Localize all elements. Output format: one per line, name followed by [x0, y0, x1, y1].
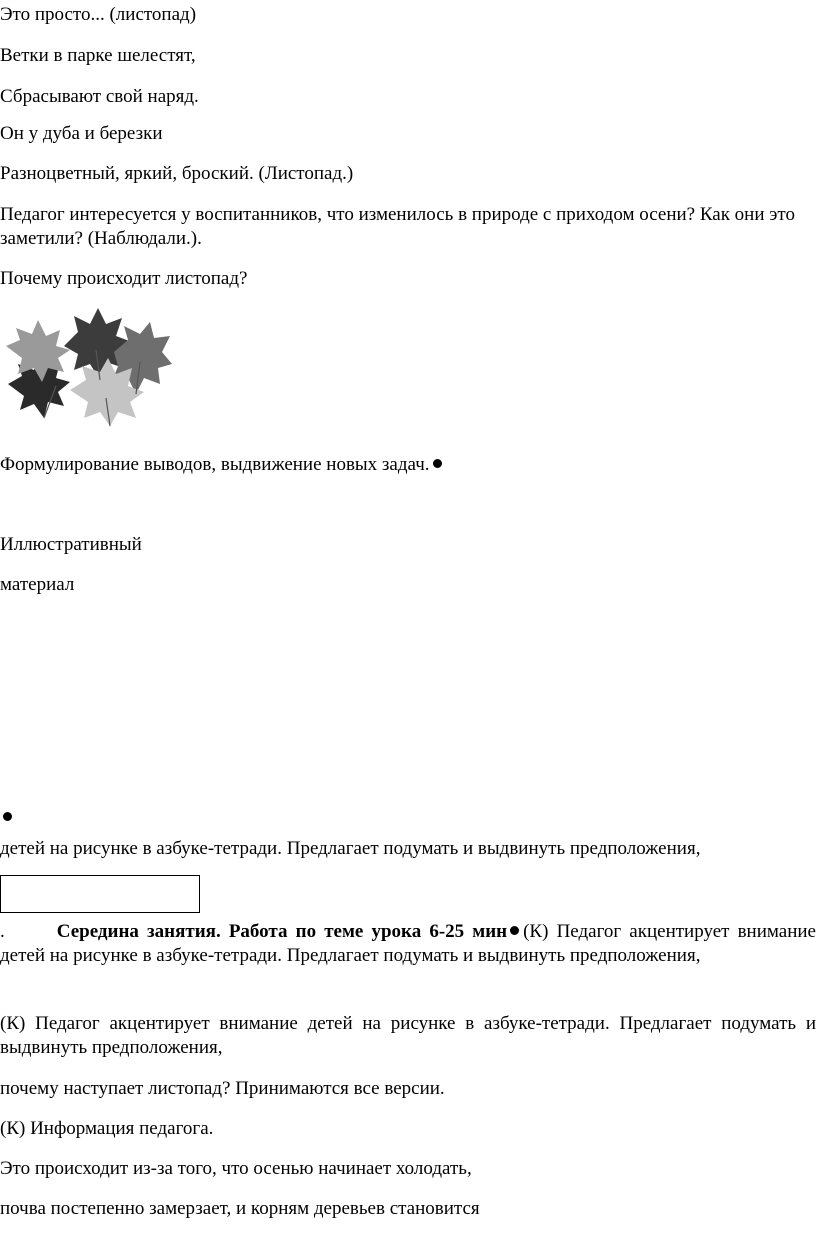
poem-line-2: Сбрасывают свой наряд. — [0, 86, 199, 107]
teacher-focus-paragraph: (К) Педагог акцентирует внимание детей на рисунке в азбуке-тетради. Предлагает подумать и выдвинуть предположения, — [0, 1013, 816, 1058]
conclusions-text: Формулирование выводов, выдвижение новых задач. — [0, 454, 430, 475]
illustrative-label: Иллюстративный — [0, 534, 142, 555]
lesson-middle-heading: Середина занятия. Работа по теме урока 6-25 мин — [56, 921, 508, 942]
versions-line: почему наступает листопад? Принимаются все версии. — [0, 1078, 445, 1099]
poem-line-4: Разноцветный, яркий, броский. (Листопад.) — [0, 163, 354, 184]
material-label: материал — [0, 574, 75, 595]
list-marker: . — [0, 921, 5, 942]
bullet-dot-icon — [510, 926, 519, 935]
teacher-info-line: (К) Информация педагога. — [0, 1118, 214, 1139]
bullet-dot-icon — [433, 459, 442, 468]
teacher-question-paragraph: Педагог интересуется у воспитанников, что изменилось в природе с приходом осени? Как они это заметили? (Наблюдали.). — [0, 204, 795, 249]
question-leaf-fall: Почему происходит листопад? — [0, 268, 248, 289]
empty-table-cell — [0, 875, 200, 913]
bullet-dot-icon — [3, 812, 12, 821]
poem-title: Это просто... (листопад) — [0, 4, 197, 25]
explanation-line-2: почва постепенно замерзает, и корням деревьев становится — [0, 1198, 480, 1219]
explanation-line-1: Это происходит из-за того, что осенью начинает холодать, — [0, 1158, 472, 1179]
autumn-leaves-icon — [4, 306, 172, 428]
poem-line-1: Ветки в парке шелестят, — [0, 45, 196, 66]
lesson-middle-paragraph — [0, 920, 816, 968]
children-picture-line: детей на рисунке в азбуке-тетради. Предлагает подумать и выдвинуть предположения, — [0, 838, 701, 859]
poem-line-3: Он у дуба и березки — [0, 123, 163, 144]
lesson-middle-text: (К) Педагог акцентирует внимание детей на рисунке в азбуке-тетради. Предлагает подумать и выдвинуть предположения, — [0, 921, 816, 966]
conclusions-line — [0, 453, 446, 477]
